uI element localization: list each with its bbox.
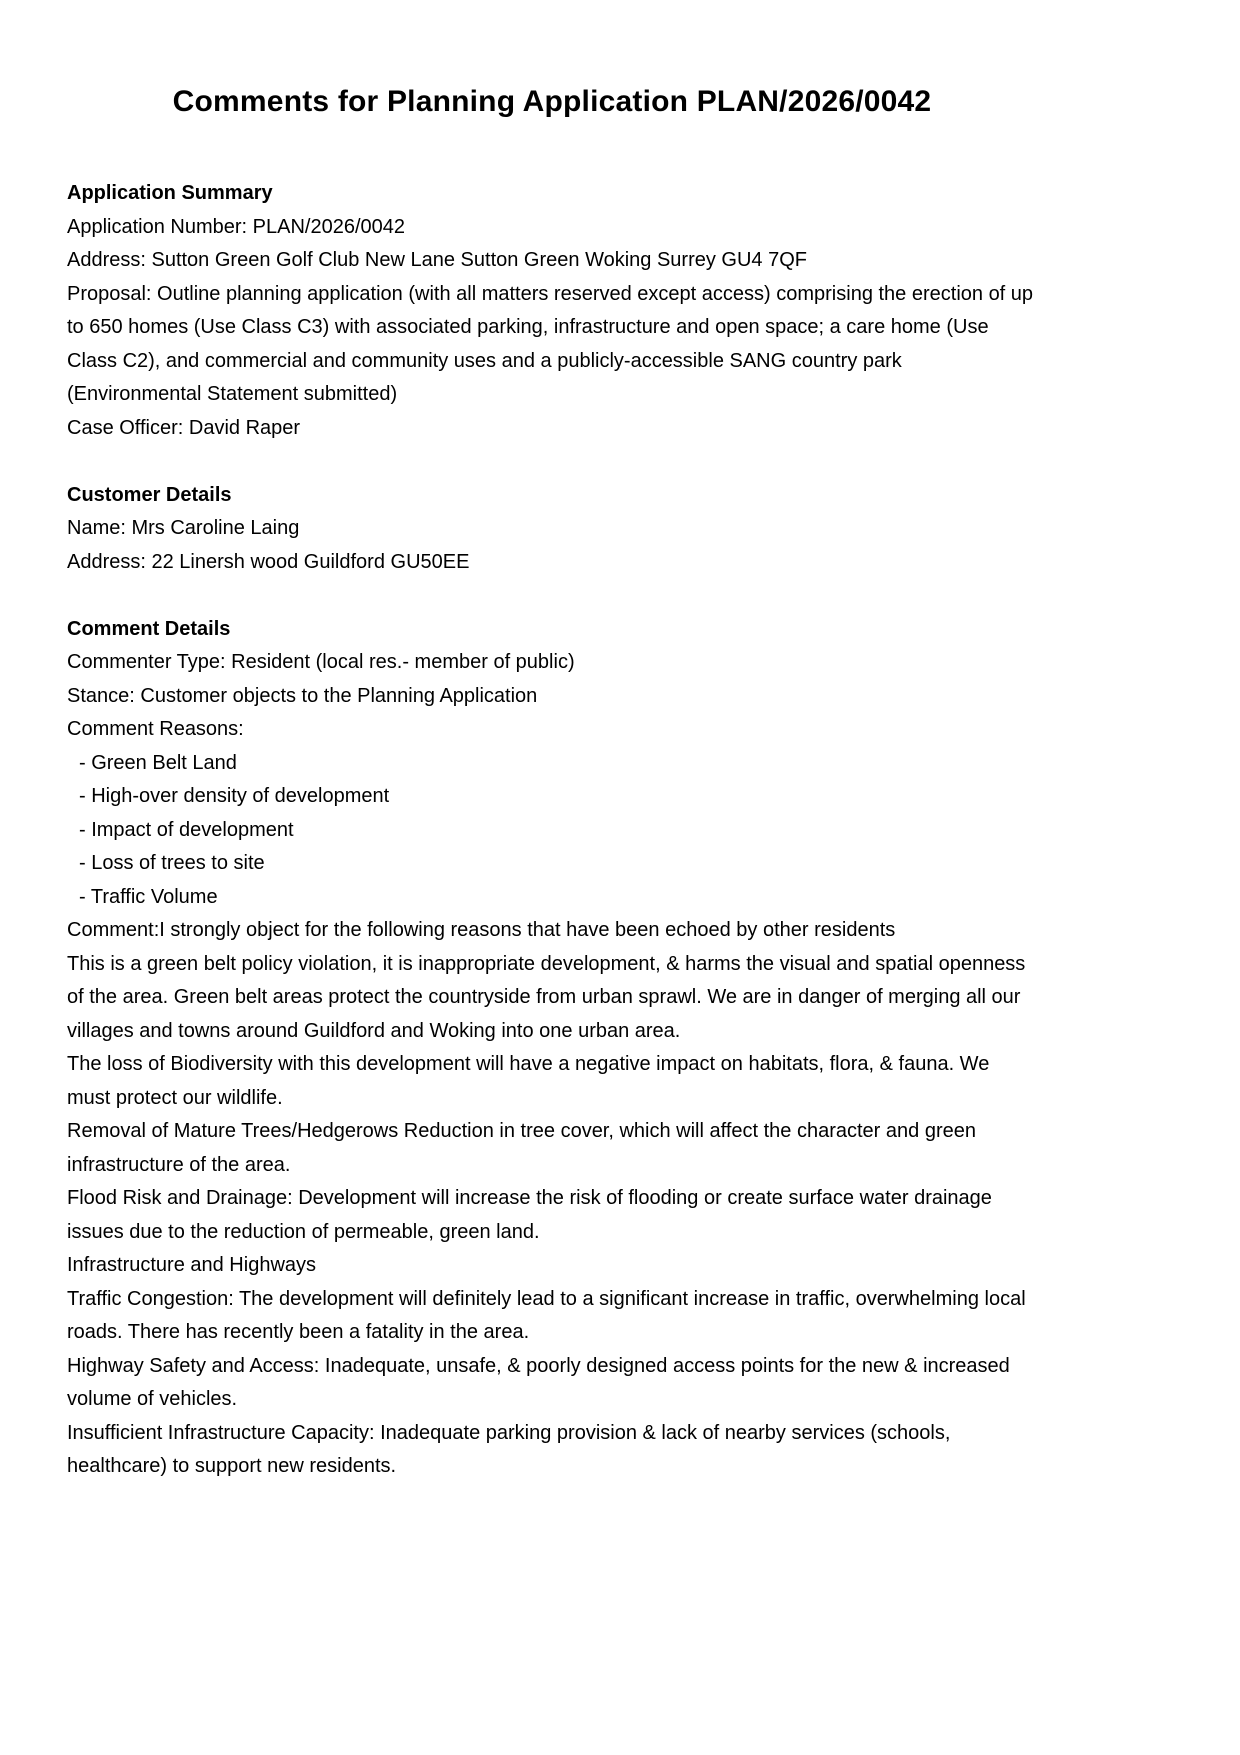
document-page — [67, 0, 1037, 1484]
customer-name-line: Name: Mrs Caroline Laing — [67, 517, 300, 539]
application-summary-heading: Application Summary — [67, 182, 273, 204]
comment-text-line: Traffic Congestion: The development will definitely lead to a significant increase in traffic, overwhelming local roads. There has recently been a fatality in the area. — [67, 1287, 1026, 1343]
comment-reason-item: - Impact of development — [79, 818, 294, 841]
comment-text-line: This is a green belt policy violation, it is inappropriate development, & harms the visual and spatial openness of the area. Green belt areas protect the countryside from urban sprawl. We are in danger of merging all our villages and towns around Guildford and Woking into one urban area. — [67, 952, 1026, 1042]
comment-details-section — [67, 613, 1037, 1484]
comment-text-line: Highway Safety and Access: Inadequate, unsafe, & poorly designed access points for the new & increased volume of vehicles. — [67, 1354, 1010, 1410]
comment-text-line: The loss of Biodiversity with this development will have a negative impact on habitats, flora, & fauna. We must protect our wildlife. — [67, 1053, 990, 1109]
application-number-line: Application Number: PLAN/2026/0042 — [67, 215, 405, 238]
comment-text-line: Insufficient Infrastructure Capacity: Inadequate parking provision & lack of nearby services (schools, healthcare) to support new residents. — [67, 1421, 951, 1477]
customer-details-heading: Customer Details — [67, 483, 232, 506]
comment-text-line: Comment:I strongly object for the following reasons that have been echoed by other residents — [67, 919, 896, 941]
comment-reason-item: - Loss of trees to site — [79, 852, 265, 874]
application-address-line: Address: Sutton Green Golf Club New Lane Sutton Green Woking Surrey GU4 7QF — [67, 249, 807, 271]
comment-text-line: Removal of Mature Trees/Hedgerows Reduction in tree cover, which will affect the character and green infrastructure of the area. — [67, 1120, 976, 1176]
comment-reason-item: - High-over density of development — [79, 785, 390, 807]
case-officer-line: Case Officer: David Raper — [67, 416, 301, 439]
stance-line: Stance: Customer objects to the Planning Application — [67, 684, 538, 707]
comment-reason-item: - Traffic Volume — [79, 885, 218, 908]
comment-details-heading: Comment Details — [67, 617, 231, 640]
customer-address-line: Address: 22 Linersh wood Guildford GU50EE — [67, 550, 470, 573]
page-title: Comments for Planning Application PLAN/2026/0042 — [172, 85, 932, 118]
comment-text-line: Infrastructure and Highways — [67, 1254, 317, 1276]
customer-details-section — [67, 479, 1037, 580]
comment-text-line: Flood Risk and Drainage: Development will increase the risk of flooding or create surface water drainage issues due to the reduction of permeable, green land. — [67, 1187, 992, 1243]
comment-reasons-label: Comment Reasons: — [67, 718, 244, 740]
application-proposal-line: Proposal: Outline planning application (with all matters reserved except access) comprising the erection of up to 650 homes (Use Class C3) with associated parking, infrastructure and open space; a care home (Use Class C2), and commercial and community uses and a publicly-accessible SANG country park (Environmental Statement submitted) — [67, 282, 1034, 405]
comment-reason-item: - Green Belt Land — [79, 751, 237, 774]
application-summary-section — [67, 177, 1037, 445]
commenter-type-line: Commenter Type: Resident (local res.- member of public) — [67, 651, 575, 673]
